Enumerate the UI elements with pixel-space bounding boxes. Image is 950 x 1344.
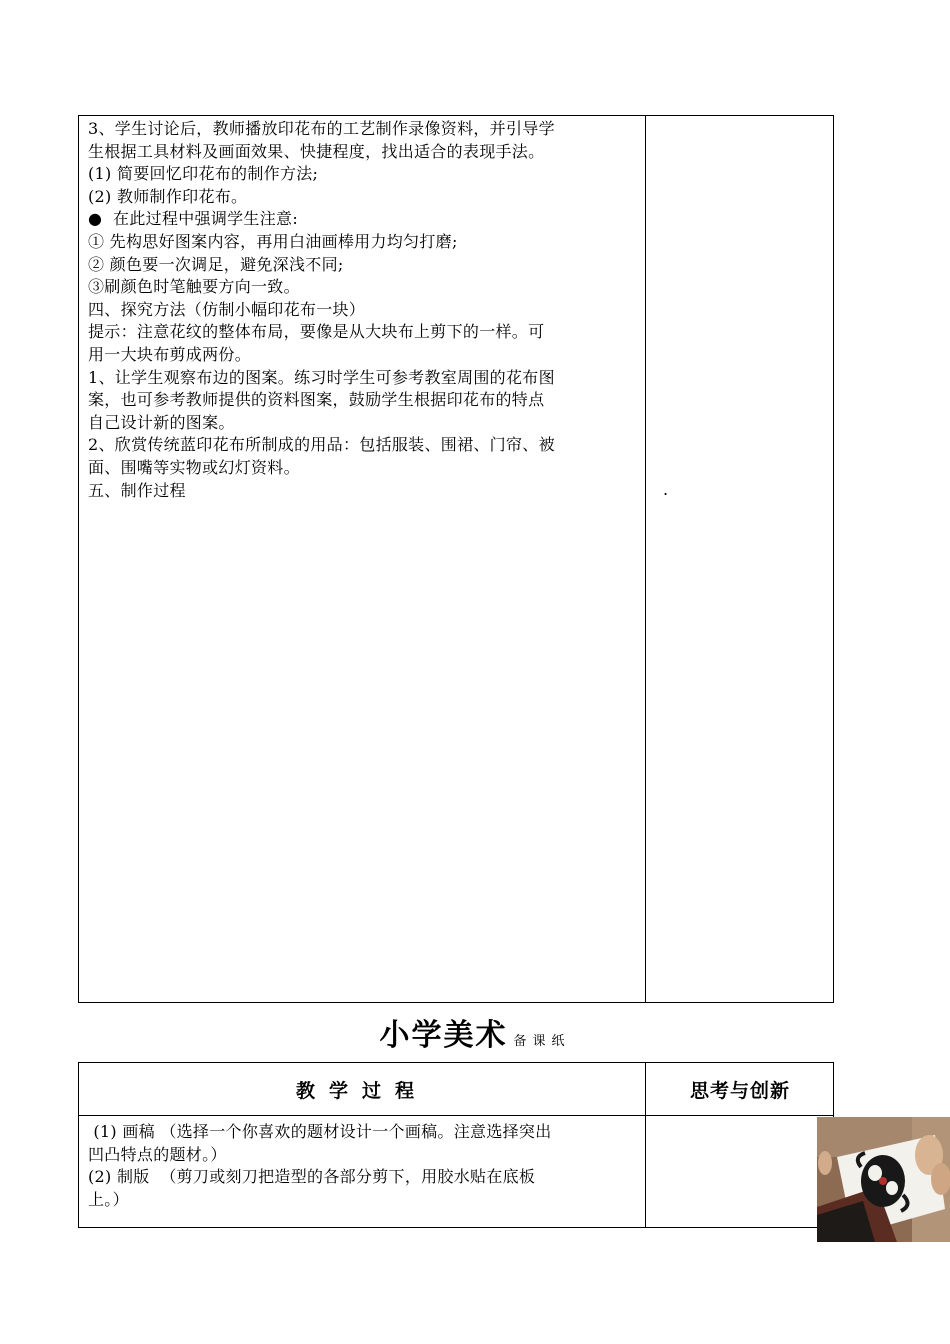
lesson-table-continued: [78, 115, 834, 1003]
page-heading: [0, 1010, 950, 1054]
text-line: 上。）: [88, 1189, 129, 1209]
header-divider: [79, 1115, 833, 1116]
text-line: 案，也可参考教师提供的资料图案，鼓励学生根据印花布的特点: [88, 390, 545, 410]
teaching-process-text: [88, 118, 638, 502]
text-line: 3、学生讨论后，教师播放印花布的工艺制作录像资料，并引导学: [88, 119, 555, 138]
column-divider: [645, 116, 646, 1002]
text-line: 五、制作过程: [88, 480, 186, 500]
text-line: 四、探究方法（仿制小幅印花布一块）: [88, 299, 366, 319]
text-line: 1、让学生观察布边的图案。练习时学生可参考教室周围的花布图: [88, 367, 555, 387]
text-line: (2) 教师制作印花布。: [88, 186, 248, 206]
text-line: 用一大块布剪成两份。: [88, 344, 252, 364]
text-line: ② 颜色要一次调足，避免深浅不同;: [88, 254, 344, 274]
text-line: 提示：注意花纹的整体布局，要像是从大块布上剪下的一样。可: [88, 322, 545, 342]
text-line: ● 在此过程中强调学生注意:: [88, 209, 299, 229]
text-line: 自己设计新的图案。: [88, 412, 235, 432]
reflection-column-mark: .: [663, 480, 669, 499]
text-line: 生根据工具材料及画面效果、快捷程度，找出适合的表现手法。: [88, 141, 545, 161]
printing-photo-image: [817, 1117, 950, 1242]
page-title: 小学美术: [379, 1018, 508, 1053]
text-line: ① 先构思好图案内容，再用白油画棒用力均匀打磨;: [88, 231, 458, 251]
page-subtitle: 备课纸: [513, 1034, 571, 1049]
text-line: ③刷颜色时笔触要方向一致。: [88, 277, 300, 297]
text-line: 2、欣赏传统蓝印花布所制成的用品：包括服装、围裙、门帘、被: [88, 435, 555, 455]
header-reflection: 思考与创新: [689, 1079, 790, 1102]
lesson-table: [78, 1062, 834, 1228]
teaching-process-text: [88, 1121, 638, 1211]
text-line: 面、围嘴等实物或幻灯资料。: [88, 457, 300, 477]
text-line: (1) 画稿 （选择一个你喜欢的题材设计一个画稿。注意选择突出: [88, 1122, 552, 1141]
text-line: (1) 简要回忆印花布的制作方法;: [88, 164, 319, 184]
header-teaching-process: 教学过程: [295, 1079, 428, 1102]
text-line: (2) 制版 （剪刀或刻刀把造型的各部分剪下，用胶水贴在底板: [88, 1167, 536, 1187]
text-line: 凹凸特点的题材。）: [88, 1144, 227, 1164]
